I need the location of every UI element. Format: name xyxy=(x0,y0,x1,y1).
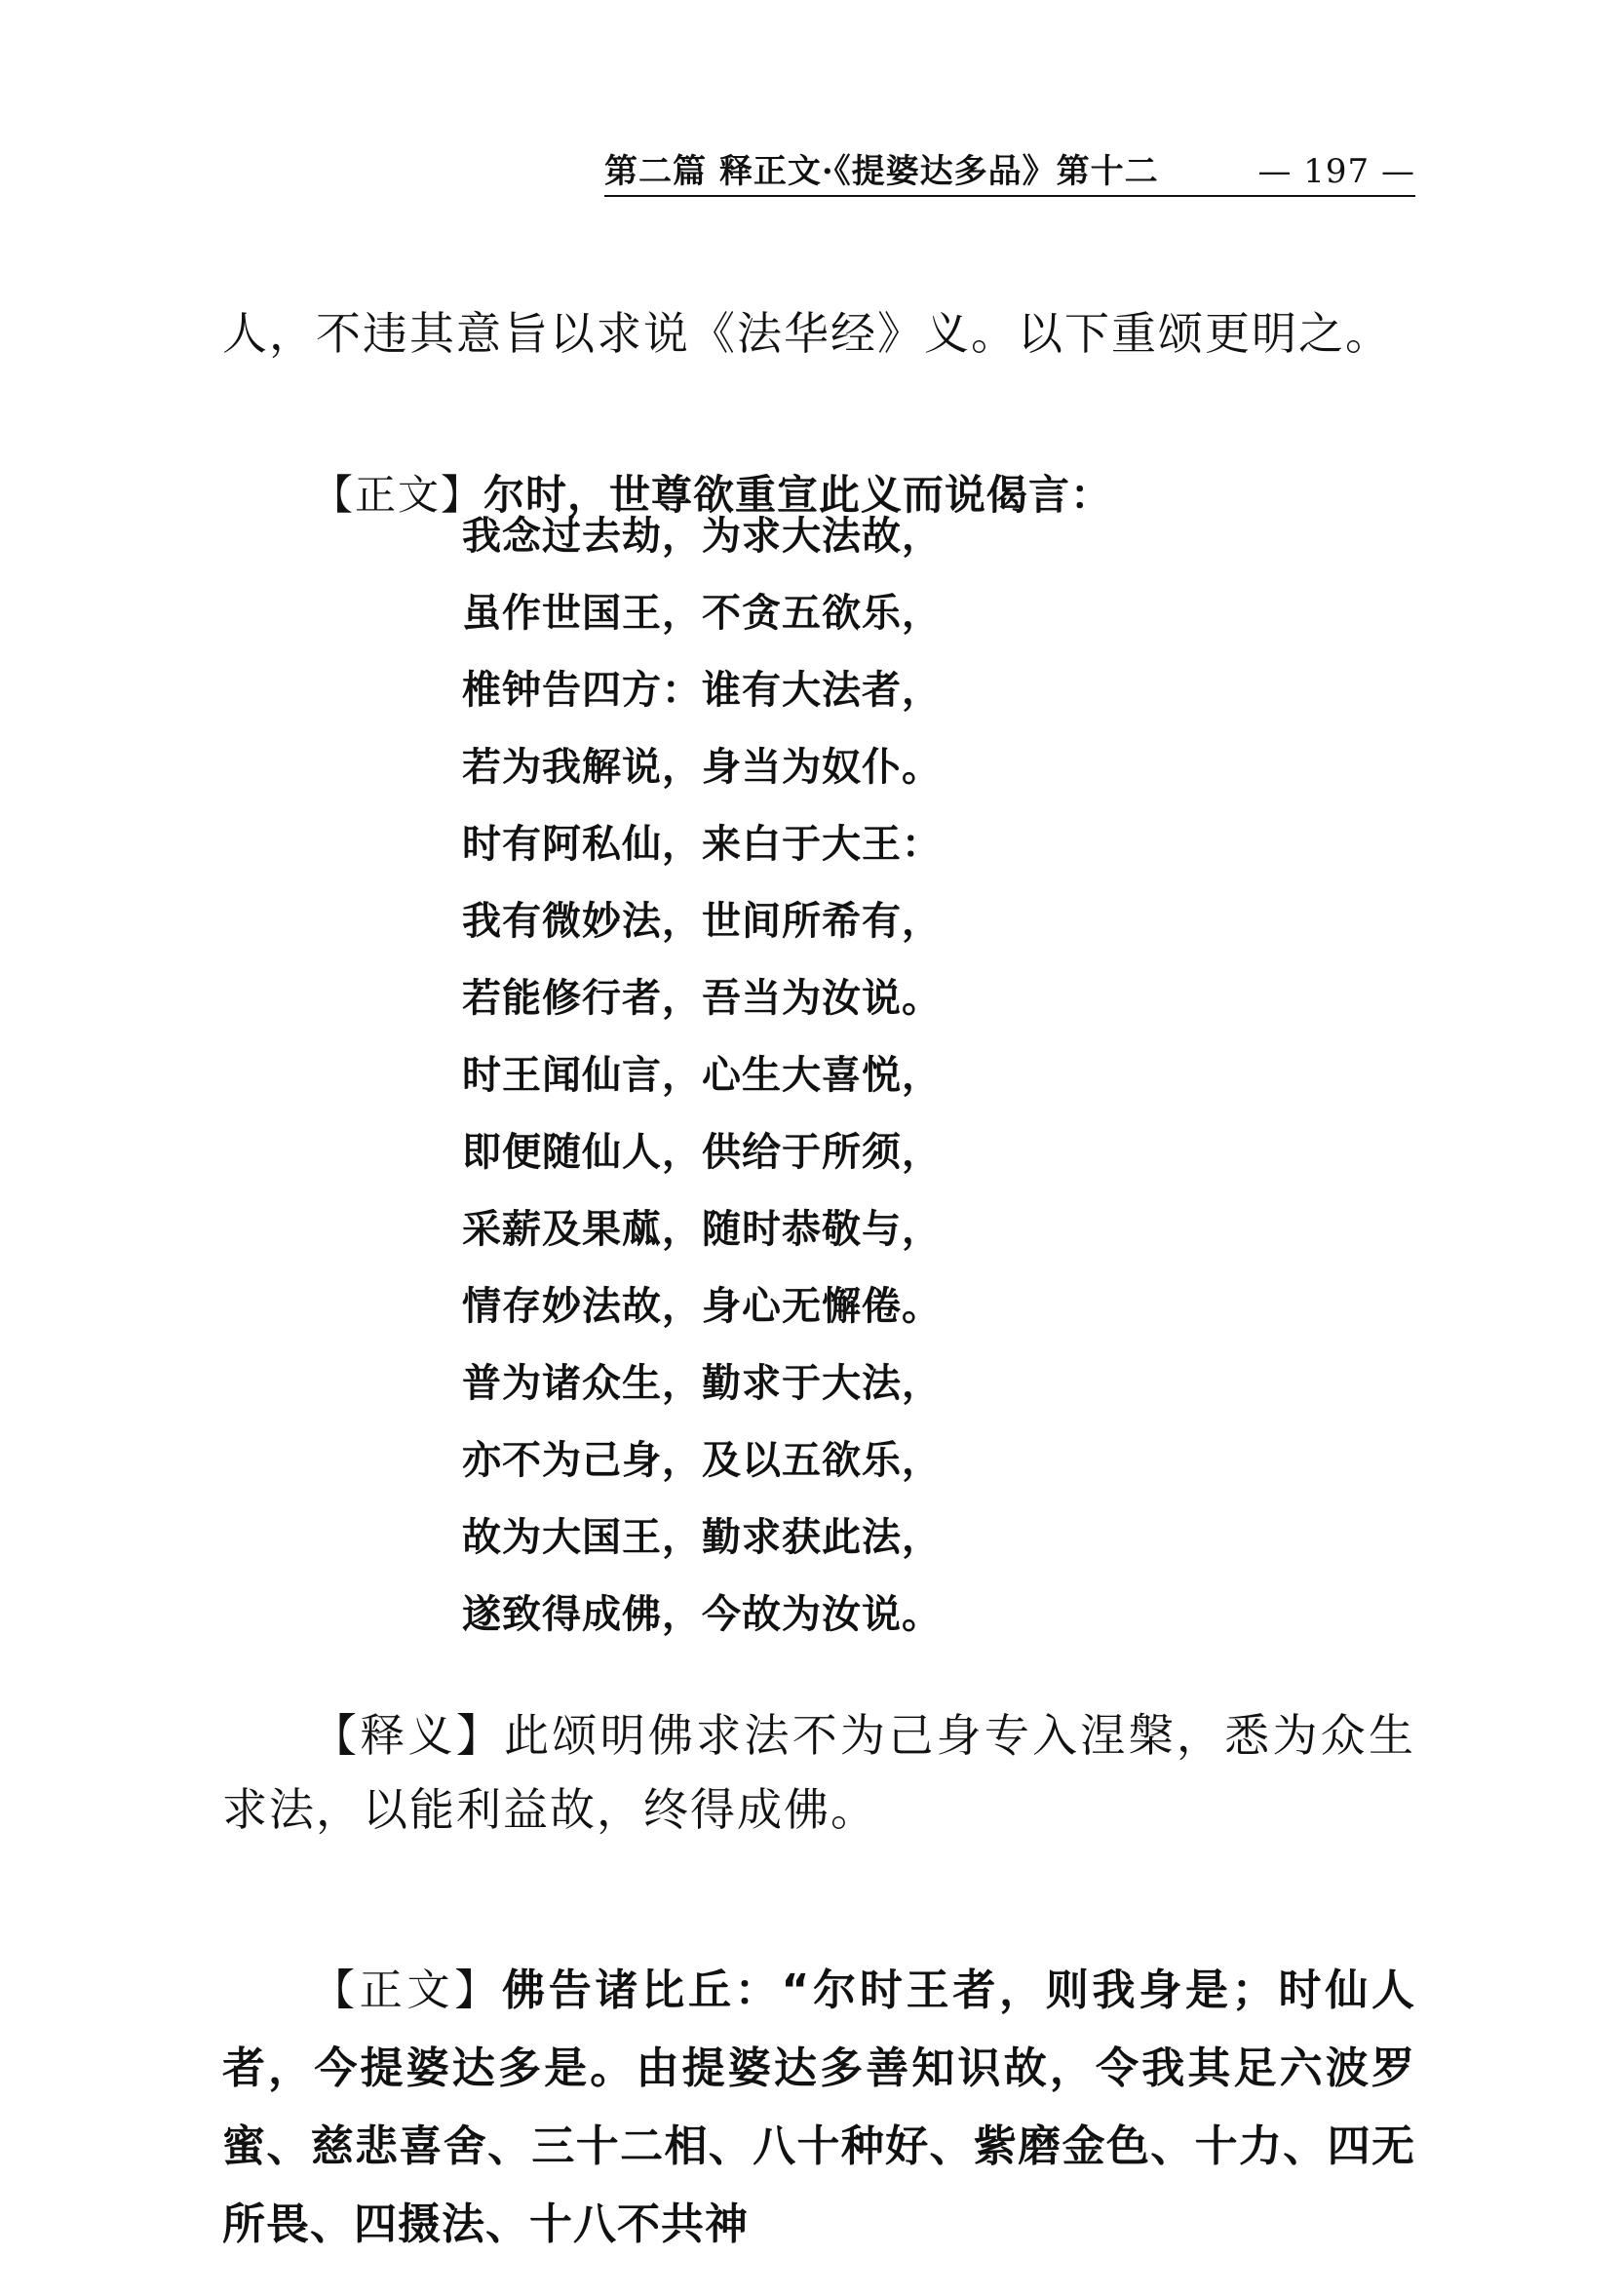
verse-line: 虽作世国王，不贪五欲乐， xyxy=(462,591,942,636)
zhengwen-paragraph-2 xyxy=(222,1952,1415,2264)
zhengwen-marker-2: 【正文】 xyxy=(312,1965,502,2015)
verse-line: 时有阿私仙，来白于大王： xyxy=(462,822,942,867)
verse-line: 即便随仙人，供给于所须， xyxy=(462,1130,942,1175)
shiyi-marker: 【释义】 xyxy=(312,1709,505,1762)
verse-line: 亦不为己身，及以五欲乐， xyxy=(462,1438,942,1483)
header-rule xyxy=(604,195,1415,197)
continuation-text: 人，不违其意旨以求说《法华经》义。以下重颂更明之。 xyxy=(222,307,1392,360)
verse-line: 采薪及果蓏，随时恭敬与， xyxy=(462,1207,942,1252)
zhengwen-text-2: 佛告诸比丘：“尔时王者，则我身是；时仙人者，今提婆达多是。由提婆达多善知识故，令我其足六波罗蜜、慈悲喜舍、三十二相、八十种好、紫磨金色、十力、四无所畏、四摄法、十八不共神 xyxy=(222,1965,1416,2249)
verse-line: 若能修行者，吾当为汝说。 xyxy=(462,976,942,1021)
shiyi-paragraph xyxy=(222,1698,1415,1847)
continuation-paragraph xyxy=(222,296,1415,370)
verse-line: 椎钟告四方：谁有大法者， xyxy=(462,668,942,713)
verse-line: 故为大国王，勤求获此法， xyxy=(462,1515,942,1560)
verse-list xyxy=(462,507,1339,1662)
shiyi-text: 此颂明佛求法不为己身专入涅槃，悉为众生求法，以能利益故，终得成佛。 xyxy=(222,1709,1416,1836)
zhengwen-text-1: 尔时，世尊欲重宣此义而说偈言： xyxy=(483,471,1113,519)
verse-line: 时王闻仙言，心生大喜悦， xyxy=(462,1053,942,1098)
verse-line: 我有微妙法，世间所希有， xyxy=(462,899,942,944)
verse-line: 若为我解说，身当为奴仆。 xyxy=(462,745,942,790)
verse-line: 我念过去劫，为求大法故， xyxy=(462,514,942,559)
verse-line: 情存妙法故，身心无懈倦。 xyxy=(462,1284,942,1329)
zhengwen-marker-1: 【正文】 xyxy=(312,471,484,519)
page-number: — 197 — xyxy=(1257,152,1415,191)
verse-line: 遂致得成佛，今故为汝说。 xyxy=(462,1592,942,1637)
running-header-title: 第二篇 释正文·《提婆达多品》第十二 xyxy=(604,152,1159,191)
running-header xyxy=(604,152,1415,191)
verse-line: 普为诸众生，勤求于大法， xyxy=(462,1361,942,1406)
